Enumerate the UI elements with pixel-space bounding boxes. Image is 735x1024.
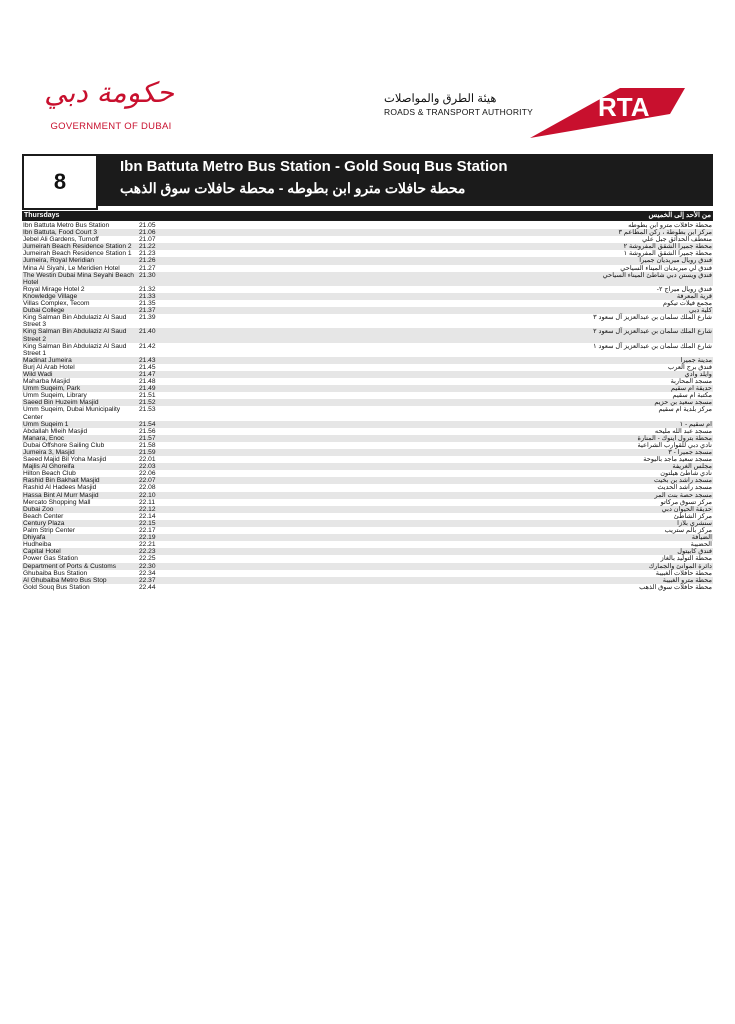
stop-name-english: Hassa Bint Al Murr Masjid: [23, 491, 99, 499]
stop-name-english: Umm Suqeim, Library: [23, 392, 87, 400]
stop-name-arabic: مسجد المحاربة: [670, 378, 712, 386]
stop-name-arabic: وايلد وادي: [684, 370, 712, 378]
departure-time: 21.52: [139, 399, 156, 407]
day-label-english: Thursdays: [24, 212, 60, 219]
departure-time: 22.19: [139, 534, 156, 542]
route-title-english: Ibn Battuta Metro Bus Station - Gold Souq Bus Station: [120, 158, 508, 175]
stop-name-english: Ibn Battuta Metro Bus Station: [23, 222, 110, 229]
departure-time: 22.34: [139, 569, 156, 577]
stop-name-arabic: محطة جميرا الشقق المفروشة ٢: [623, 243, 712, 251]
stop-name-english: Burj Al Arab Hotel: [23, 363, 75, 371]
stop-name-arabic: سنشري بلازا: [677, 519, 712, 527]
stop-name-arabic: حديقة ام سقيم: [670, 385, 712, 393]
stop-name-arabic: مسجد راشد بن بخيت: [653, 477, 712, 485]
departure-time: 22.03: [139, 463, 156, 471]
stop-name-arabic: حديقة الحيوان دبي: [661, 505, 712, 513]
stop-name-arabic: محطة حافلات مترو ابن بطوطه: [628, 222, 712, 229]
departure-time: 21.37: [139, 307, 156, 315]
stop-name-english: Palm Strip Center: [23, 527, 76, 535]
table-row: [22, 328, 713, 342]
stop-name-english: Royal Mirage Hotel 2: [23, 285, 85, 293]
stop-name-arabic: محطة جميرا الشقق المفروشة ١: [623, 250, 712, 258]
table-row: [22, 456, 713, 463]
stop-name-english: Wild Wadi: [23, 370, 53, 378]
table-row: [22, 357, 713, 364]
departure-time: 21.06: [139, 229, 156, 237]
table-row: [22, 314, 713, 328]
stop-name-english: Dubai Zoo: [23, 505, 54, 513]
stop-name-arabic: كلية دبي: [689, 307, 712, 315]
table-row: [22, 385, 713, 392]
stop-name-arabic: مسجد راشد الحديث: [657, 484, 712, 492]
stop-name-english: Umm Suqeim 1: [23, 420, 69, 428]
stop-name-english: Umm Suqeim, Dubai Municipality Center: [23, 406, 121, 421]
stop-name-arabic: منعطف الحدائق جبل علي: [642, 236, 712, 244]
table-row: [22, 392, 713, 399]
departure-time: 21.49: [139, 385, 156, 393]
stop-name-english: Majlis Al Ghoreifa: [23, 463, 75, 471]
table-row: [22, 541, 713, 548]
stop-name-arabic: الضيافة: [691, 534, 712, 542]
departure-time: 21.42: [139, 342, 156, 350]
table-row: [22, 343, 713, 357]
stop-name-english: Jumeirah Beach Residence Station 2: [23, 243, 132, 251]
stop-name-arabic: مسجد جميرا - ٣: [668, 449, 712, 456]
route-number: 8: [22, 154, 98, 210]
stop-name-arabic: محطة حافلات الغبيبة: [655, 569, 712, 577]
table-row: [22, 484, 713, 491]
government-of-dubai-logo-arabic: حكومة دبي: [44, 76, 174, 109]
table-row: [22, 584, 713, 591]
route-title-arabic: محطة حافلات مترو ابن بطوطه - محطة حافلات سوق الذهب: [120, 180, 466, 196]
departure-time: 22.23: [139, 548, 156, 556]
stop-name-english: Saeed Bin Huzeim Masjid: [23, 399, 99, 407]
departure-time: 22.08: [139, 484, 156, 492]
departure-time: 21.53: [139, 406, 156, 414]
departure-time: 21.48: [139, 378, 156, 386]
stop-name-english: Dhiyafa: [23, 534, 46, 542]
stop-name-arabic: مدينة جميرا: [680, 356, 712, 364]
departure-time: 22.14: [139, 512, 156, 520]
table-row: [22, 300, 713, 307]
departure-time: 21.56: [139, 427, 156, 435]
departure-time: 22.30: [139, 562, 156, 570]
table-row: [22, 293, 713, 300]
stop-name-english: Villas Complex, Tecom: [23, 300, 90, 308]
departure-time: 21.22: [139, 243, 156, 251]
stop-name-english: King Salman Bin Abdulaziz Al Saud Street 2: [23, 328, 127, 343]
stop-name-english: Mercato Shopping Mall: [23, 498, 91, 506]
table-row: [22, 499, 713, 506]
departure-time: 21.39: [139, 314, 156, 322]
day-label-arabic: من الأحد إلى الخميس: [648, 212, 711, 219]
table-row: [22, 250, 713, 257]
stop-name-arabic: ام سقيم - ١: [679, 420, 712, 428]
table-row: [22, 435, 713, 442]
stop-name-english: Dubai College: [23, 307, 65, 315]
stop-name-english: Department of Ports & Customs: [23, 562, 117, 570]
stop-name-arabic: الحضيبة: [690, 541, 712, 549]
departure-time: 21.43: [139, 356, 156, 364]
table-row: [22, 229, 713, 236]
stop-name-arabic: مسجد سعيد بن حزيم: [654, 399, 712, 407]
departure-time: 21.54: [139, 420, 156, 428]
departure-time: 21.35: [139, 300, 156, 308]
departure-time: 22.17: [139, 527, 156, 535]
stop-name-arabic: فندق ويستن دبي شاطئ الميناء السياحي: [602, 271, 712, 279]
stop-name-english: Manara, Enoc: [23, 434, 65, 442]
stop-name-arabic: فندق لي ميريديان الميناء السياحي: [620, 264, 712, 272]
stop-name-english: Century Plaza: [23, 519, 65, 527]
departure-time: 22.12: [139, 505, 156, 513]
table-row: [22, 243, 713, 250]
stop-name-arabic: محطة حافلات سوق الذهب: [639, 583, 712, 591]
stop-name-arabic: مسجد سعيد ماجد باليوحة: [643, 456, 712, 464]
stop-name-arabic: محطة التوليد بالغاز: [660, 555, 712, 563]
stop-name-arabic: فندق رويال ميريديان جميرا: [639, 257, 712, 265]
stop-name-arabic: محطة مترو الغبيبة: [662, 576, 712, 584]
departure-time: 21.47: [139, 370, 156, 378]
departure-time: 21.57: [139, 434, 156, 442]
departure-time: 22.11: [139, 498, 156, 506]
stop-name-english: King Salman Bin Abdulaziz Al Saud Street 3: [23, 314, 127, 329]
departure-time: 21.32: [139, 285, 156, 293]
table-row: [22, 236, 713, 243]
rta-logo-text: RTA: [598, 92, 650, 122]
stop-name-arabic: دائرة الموانئ والجمارك: [648, 562, 712, 570]
stop-name-english: Hilton Beach Club: [23, 470, 76, 478]
departure-time: 21.27: [139, 264, 156, 272]
table-row: [22, 222, 713, 229]
table-row: [22, 548, 713, 555]
table-row: [22, 272, 713, 286]
departure-time: 21.59: [139, 449, 156, 456]
stop-name-english: Ibn Battuta, Food Court 3: [23, 229, 98, 237]
departure-time: 22.10: [139, 491, 156, 499]
day-header: [22, 211, 713, 221]
stop-name-arabic: مركز تسوق مركاتو: [660, 498, 712, 506]
table-row: [22, 371, 713, 378]
table-row: [22, 477, 713, 484]
stop-name-english: Maharba Masjid: [23, 378, 70, 386]
stop-name-english: Madinat Jumeira: [23, 356, 72, 364]
government-of-dubai-label: GOVERNMENT OF DUBAI: [50, 121, 172, 132]
route-title-bar: [96, 154, 713, 206]
departure-time: 22.21: [139, 541, 156, 549]
departure-time: 21.30: [139, 271, 156, 279]
stop-name-arabic: مركز بلدية ام سقيم: [658, 406, 712, 414]
departure-time: 21.05: [139, 222, 156, 229]
stop-name-arabic: شارع الملك سلمان بن عبدالعزيز آل سعود ٣: [593, 314, 712, 322]
stop-name-arabic: فندق رويال ميراج ٢-: [656, 285, 712, 293]
stop-name-english: Abdallah Mleih Masjid: [23, 427, 88, 435]
departure-time: 21.40: [139, 328, 156, 336]
departure-time: 22.06: [139, 470, 156, 478]
departure-time: 21.26: [139, 257, 156, 265]
table-row: [22, 555, 713, 562]
rta-name-arabic: هيئة الطرق والمواصلات: [384, 93, 497, 105]
departure-time: 21.33: [139, 292, 156, 300]
table-row: [22, 470, 713, 477]
stop-name-arabic: نادي دبي للقوارب الشراعية: [637, 441, 712, 449]
stop-name-arabic: شارع الملك سلمان بن عبدالعزيز آل سعود ١: [593, 342, 712, 350]
rta-logo: [520, 80, 690, 140]
table-row: [22, 449, 713, 456]
table-row: [22, 406, 713, 420]
table-row: [22, 513, 713, 520]
departure-time: 21.07: [139, 236, 156, 244]
departure-time: 21.58: [139, 441, 156, 449]
departure-time: 21.23: [139, 250, 156, 258]
stop-name-english: Rashid Al Hadees Masjid: [23, 484, 97, 492]
stop-name-english: Jumeirah Beach Residence Station 1: [23, 250, 132, 258]
stop-name-arabic: شارع الملك سلمان بن عبدالعزيز آل سعود ٢: [593, 328, 712, 336]
table-row: [22, 421, 713, 428]
departure-time: 22.01: [139, 456, 156, 464]
stop-name-english: Jumeira 3, Masjid: [23, 449, 75, 456]
departure-time: 22.07: [139, 477, 156, 485]
stop-name-arabic: مكتبة ام سقيم: [672, 392, 712, 400]
table-row: [22, 257, 713, 264]
table-row: [22, 265, 713, 272]
stop-name-english: Power Gas Station: [23, 555, 78, 563]
stop-name-english: Jumeira, Royal Meridian: [23, 257, 95, 265]
timetable: [22, 222, 713, 591]
stop-name-english: Ghubaiba Bus Station: [23, 569, 88, 577]
stop-name-arabic: قرية المعرفة: [676, 292, 712, 300]
table-row: [22, 563, 713, 570]
stop-name-arabic: مركز الشاطئ: [673, 512, 712, 520]
stop-name-english: Mina Al Siyahi, Le Meridien Hotel: [23, 264, 120, 272]
table-row: [22, 570, 713, 577]
stop-name-arabic: مجلس الغريفة: [672, 463, 712, 471]
stop-name-arabic: مركز ابن بطوطة ، ركن المطاعم ٣: [618, 229, 712, 237]
stop-name-arabic: فندق برج العرب: [668, 363, 712, 371]
stop-name-english: Gold Souq Bus Station: [23, 583, 90, 591]
departure-time: 22.25: [139, 555, 156, 563]
stop-name-english: Knowledge Village: [23, 292, 78, 300]
stop-name-english: Hudheiba: [23, 541, 52, 549]
table-row: [22, 399, 713, 406]
stop-name-english: The Westin Dubai Mina Seyahi Beach Hotel: [23, 271, 134, 286]
stop-name-arabic: مجمع فيلات تيكوم: [662, 300, 712, 308]
stop-name-english: King Salman Bin Abdulaziz Al Saud Street 1: [23, 342, 127, 357]
table-row: [22, 364, 713, 371]
departure-time: 21.45: [139, 363, 156, 371]
table-row: [22, 442, 713, 449]
table-row: [22, 378, 713, 385]
table-row: [22, 428, 713, 435]
departure-time: 22.37: [139, 576, 156, 584]
table-row: [22, 520, 713, 527]
stop-name-arabic: مركز بالم ستريب: [664, 527, 712, 535]
stop-name-english: Beach Center: [23, 512, 64, 520]
departure-time: 22.44: [139, 583, 156, 591]
table-row: [22, 286, 713, 293]
departure-time: 22.15: [139, 519, 156, 527]
stop-name-arabic: فندق كابيتول: [677, 548, 712, 556]
rta-name-english: ROADS & TRANSPORT AUTHORITY: [384, 107, 533, 117]
stop-name-arabic: مسجد عبد الله مليحه: [654, 427, 712, 435]
table-row: [22, 534, 713, 541]
stop-name-english: Capital Hotel: [23, 548, 61, 556]
table-row: [22, 492, 713, 499]
stop-name-english: Rashid Bin Bakhait Masjid: [23, 477, 100, 485]
stop-name-english: Al Ghubaiba Metro Bus Stop: [23, 576, 107, 584]
stop-name-english: Umm Suqeim, Park: [23, 385, 81, 393]
stop-name-english: Saeed Majid Bil Yoha Masjid: [23, 456, 107, 464]
departure-time: 21.51: [139, 392, 156, 400]
stop-name-arabic: نادي شاطئ هيلتون: [660, 470, 712, 478]
table-row: [22, 527, 713, 534]
table-row: [22, 577, 713, 584]
stop-name-english: Jebel Ali Gardens, Turnoff: [23, 236, 99, 244]
stop-name-english: Dubai Offshore Sailing Club: [23, 441, 105, 449]
stop-name-arabic: محطة بترول اينوك - المنارة: [637, 434, 712, 442]
table-row: [22, 463, 713, 470]
table-row: [22, 506, 713, 513]
stop-name-arabic: مسجد حصة بنت المر: [654, 491, 712, 499]
